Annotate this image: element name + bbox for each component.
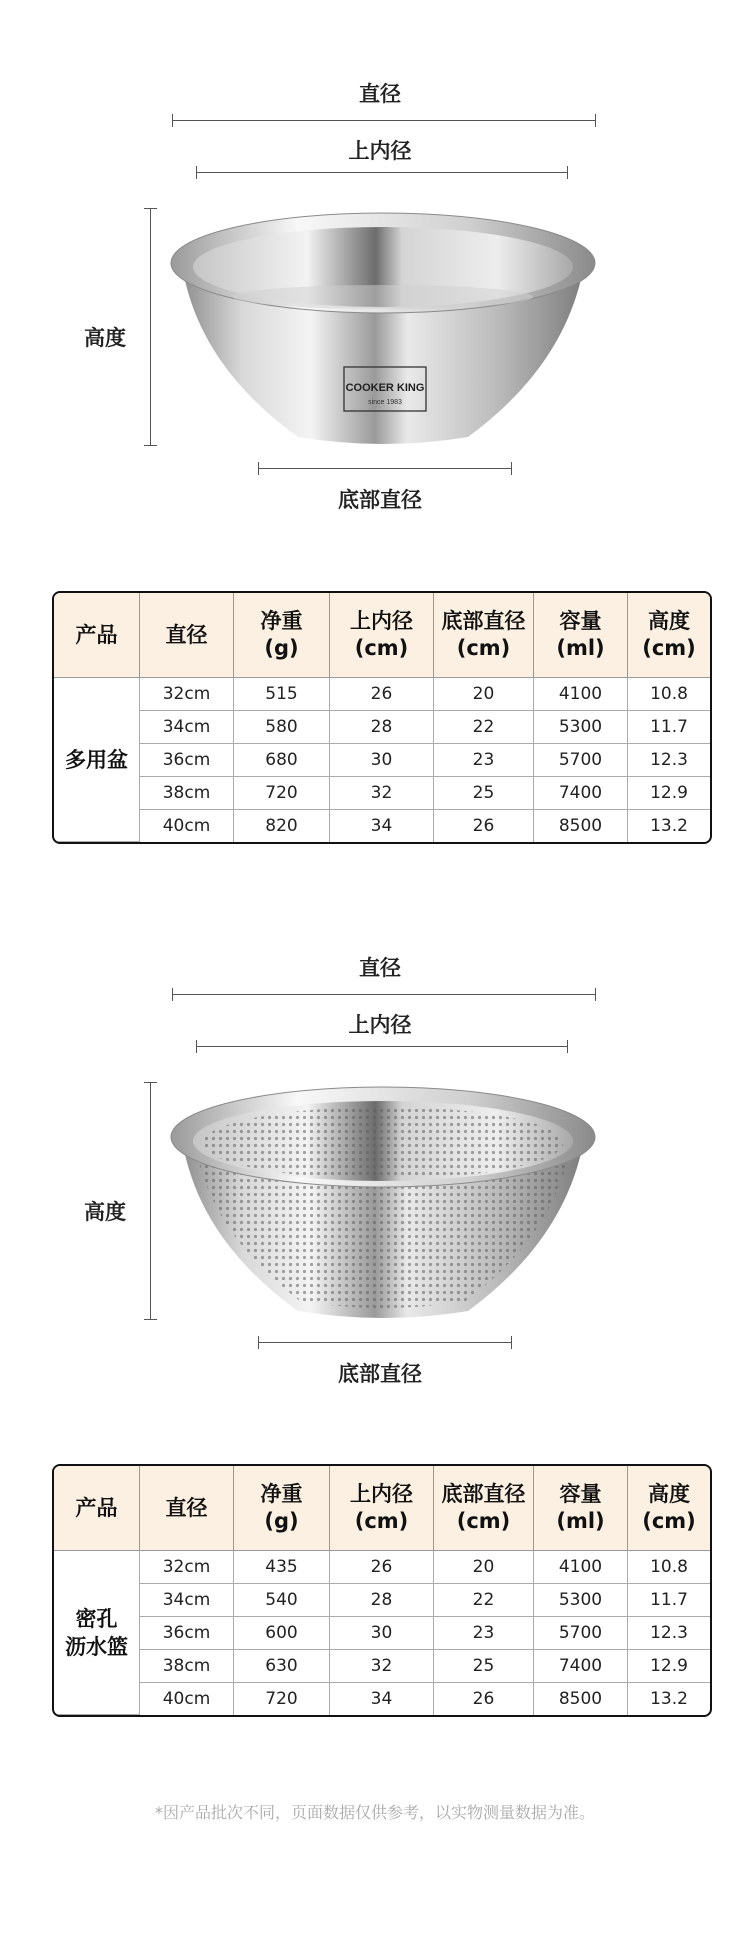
brand-mark: COOKER KING: [345, 382, 425, 394]
table-cell: 8500: [534, 810, 628, 842]
table-cell: 26: [330, 678, 434, 711]
table-cell: 32: [330, 1650, 434, 1683]
table-row: [54, 744, 710, 777]
bottom-diameter-dimension-line: [258, 468, 512, 469]
column-header: 直径: [140, 1466, 234, 1551]
inner-diameter-label-2: 上内径: [348, 1013, 412, 1037]
table-cell: 20: [434, 1551, 534, 1584]
table-cell: 13.2: [650, 1689, 688, 1709]
table-cell: 36cm: [140, 1617, 234, 1650]
table-cell: 30: [330, 744, 434, 777]
table-cell: 7400: [534, 777, 628, 810]
colander-image: [168, 1079, 598, 1329]
table-cell: 820: [234, 810, 330, 842]
table-cell: 38cm: [140, 777, 234, 810]
table-row: [54, 1617, 710, 1650]
table-cell: 10.8: [628, 678, 710, 711]
column-header: 净重 (g): [234, 593, 330, 678]
inner-diameter-label: 上内径: [348, 139, 412, 163]
table-cell: 32: [330, 777, 434, 810]
column-header: 上内径 (cm): [330, 593, 434, 678]
table-cell: 20: [434, 678, 534, 711]
table-cell: 23: [434, 1617, 534, 1650]
table-row: [54, 1650, 710, 1683]
table-row: [54, 810, 710, 842]
table-cell: 630: [234, 1650, 330, 1683]
table-cell: 5700: [534, 1617, 628, 1650]
table-cell: 40cm: [140, 1683, 234, 1715]
product-name-cell: 密孔 沥水篮: [54, 1551, 140, 1715]
mixing-bowl-image: [168, 205, 598, 455]
table-row: [54, 1551, 710, 1584]
column-header: 容量 (ml): [534, 593, 628, 678]
table-cell: 11.7: [628, 711, 710, 744]
table-cell: 580: [234, 711, 330, 744]
product-name-cell: 多用盆: [54, 678, 140, 842]
table-row: [54, 678, 710, 711]
footnote: *因产品批次不同，页面数据仅供参考，以实物测量数据为准。: [154, 1803, 595, 1822]
table-cell: 720: [234, 1683, 330, 1715]
table-header-row: [54, 1466, 710, 1551]
table-cell: 5700: [534, 744, 628, 777]
table-cell: 34: [330, 1683, 434, 1715]
inner-diameter-dimension-line: [196, 172, 568, 173]
table-cell: 26: [330, 1551, 434, 1584]
table-cell: 4100: [534, 678, 628, 711]
table-cell: 26: [434, 810, 534, 842]
table-cell: 36cm: [140, 744, 234, 777]
bottom-diameter-dimension-line-2: [258, 1342, 512, 1343]
table-cell: 8500: [534, 1683, 628, 1715]
table-cell: 28: [330, 711, 434, 744]
column-header: 底部直径 (cm): [434, 1466, 534, 1551]
height-dimension-line-2: [150, 1082, 151, 1320]
table-cell: 13.2: [650, 816, 688, 836]
bottom-diameter-label-2: 底部直径: [338, 1362, 422, 1386]
table-cell: 4100: [534, 1551, 628, 1584]
table-cell: 32cm: [140, 1551, 234, 1584]
table-cell: 720: [234, 777, 330, 810]
diameter-label: 直径: [359, 82, 401, 106]
table-cell: 25: [434, 1650, 534, 1683]
height-dimension-line: [150, 208, 151, 446]
table-cell: 600: [234, 1617, 330, 1650]
table-header-row: [54, 593, 710, 678]
column-header: 产品: [54, 1466, 140, 1551]
diameter-dimension-line-2: [172, 994, 596, 995]
table-cell: 680: [234, 744, 330, 777]
spec-table-mixing-bowl: [52, 591, 712, 844]
table-cell: 30: [330, 1617, 434, 1650]
height-label: 高度: [84, 326, 126, 350]
table-cell: 23: [434, 744, 534, 777]
bottom-diameter-label: 底部直径: [338, 488, 422, 512]
column-header: 高度 (cm): [628, 1466, 710, 1551]
table-cell: 12.3: [628, 744, 710, 777]
column-header: 底部直径 (cm): [434, 593, 534, 678]
column-header: 直径: [140, 593, 234, 678]
table-cell: 10.8: [628, 1551, 710, 1584]
table-row: [54, 1683, 710, 1715]
table-cell: 12.3: [628, 1617, 710, 1650]
table-cell: 25: [434, 777, 534, 810]
table-cell: 515: [234, 678, 330, 711]
column-header: 上内径 (cm): [330, 1466, 434, 1551]
column-header: 产品: [54, 593, 140, 678]
brand-since: since 1983: [368, 399, 402, 406]
table-cell: 7400: [534, 1650, 628, 1683]
table-row: [54, 777, 710, 810]
table-cell: 5300: [534, 711, 628, 744]
table-cell: 22: [434, 1584, 534, 1617]
table-cell: 5300: [534, 1584, 628, 1617]
table-cell: 22: [434, 711, 534, 744]
spec-table-colander: [52, 1464, 712, 1717]
table-cell: 38cm: [140, 1650, 234, 1683]
table-cell: 435: [234, 1551, 330, 1584]
table-cell: 12.9: [628, 1650, 710, 1683]
inner-diameter-dimension-line-2: [196, 1046, 568, 1047]
diameter-label-2: 直径: [359, 956, 401, 980]
column-header: 高度 (cm): [628, 593, 710, 678]
table-cell: 540: [234, 1584, 330, 1617]
table-cell: 34cm: [140, 1584, 234, 1617]
height-label-2: 高度: [84, 1200, 126, 1224]
column-header: 容量 (ml): [534, 1466, 628, 1551]
diameter-dimension-line: [172, 120, 596, 121]
table-cell: 34cm: [140, 711, 234, 744]
table-cell: 34: [330, 810, 434, 842]
table-cell: 40cm: [140, 810, 234, 842]
table-row: [54, 1584, 710, 1617]
table-cell: 11.7: [628, 1584, 710, 1617]
table-cell: 28: [330, 1584, 434, 1617]
table-row: [54, 711, 710, 744]
table-cell: 32cm: [140, 678, 234, 711]
table-cell: 12.9: [628, 777, 710, 810]
table-cell: 26: [434, 1683, 534, 1715]
column-header: 净重 (g): [234, 1466, 330, 1551]
